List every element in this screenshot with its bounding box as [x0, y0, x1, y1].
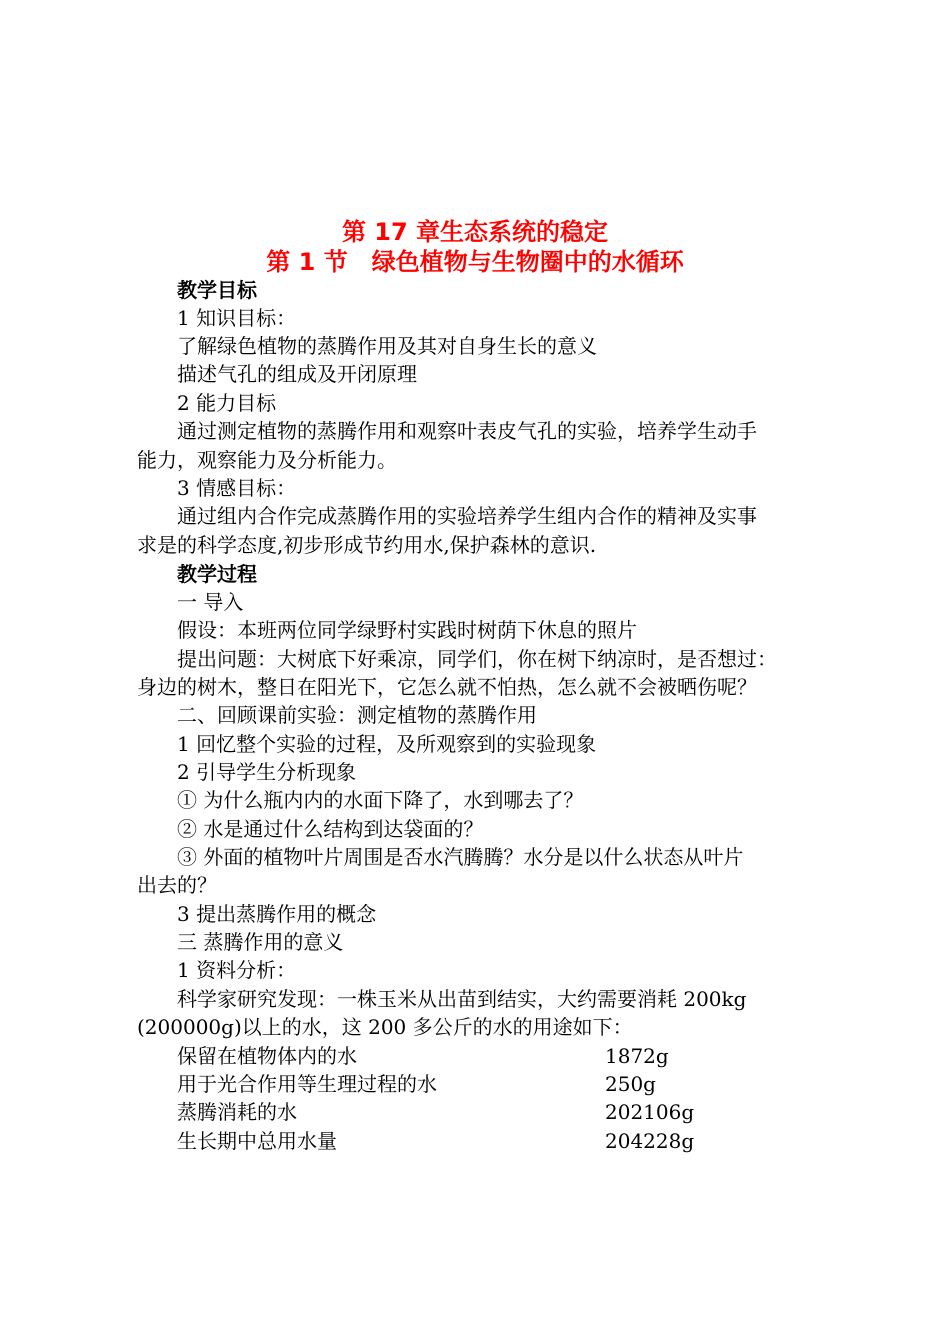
review-question-2: ② 水是通过什么结构到达袋面的？ — [177, 817, 484, 841]
knowledge-item-2: 描述气孔的组成及开闭原理 — [177, 362, 417, 386]
row-value: 1872g — [605, 1044, 669, 1068]
question-line-2: 身边的树木，整日在阳光下，它怎么就不怕热，怎么就不会被晒伤呢？ — [137, 675, 757, 699]
question-line-1: 提出问题：大树底下好乘凉，同学们，你在树下纳凉时，是否想过： — [177, 647, 777, 671]
hypothesis-text: 假设：本班两位同学绿野村实践时树荫下休息的照片 — [177, 618, 637, 642]
ability-goal: 2 能力目标 — [177, 391, 277, 415]
review-question-3-line-1: ③ 外面的植物叶片周围是否水汽腾腾？水分是以什么状态从叶片 — [177, 845, 744, 869]
row-label: 用于光合作用等生理过程的水 — [177, 1072, 437, 1096]
review-item-1: 1 回忆整个实验的过程，及所观察到的实验现象 — [177, 732, 597, 756]
emotion-text-line-2: 求是的科学态度,初步形成节约用水,保护森林的意识. — [137, 533, 597, 557]
review-item-2: 2 引导学生分析现象 — [177, 760, 357, 784]
review-heading: 二、回顾课前实验：测定植物的蒸腾作用 — [177, 703, 537, 727]
data-analysis-heading: 1 资料分析： — [177, 958, 297, 982]
ability-text-line-1: 通过测定植物的蒸腾作用和观察叶表皮气孔的实验，培养学生动手 — [177, 419, 757, 443]
review-item-3: 3 提出蒸腾作用的概念 — [177, 902, 377, 926]
knowledge-goal: 1 知识目标： — [177, 306, 297, 330]
chapter-title: 第 17 章生态系统的稳定 — [341, 218, 609, 246]
objectives-heading: 教学目标 — [177, 278, 257, 302]
ability-text-line-2: 能力，观察能力及分析能力。 — [137, 448, 397, 472]
emotion-text-line-1: 通过组内合作完成蒸腾作用的实验培养学生组内合作的精神及实事 — [177, 504, 757, 528]
finding-line-2: (200000g)以上的水，这 200 多公斤的水的用途如下： — [137, 1015, 633, 1039]
row-label: 保留在植物体内的水 — [177, 1044, 357, 1068]
row-label: 生长期中总用水量 — [177, 1129, 337, 1153]
row-value: 202106g — [605, 1100, 695, 1124]
finding-line-1: 科学家研究发现：一株玉米从出苗到结实，大约需要消耗 200kg — [177, 987, 747, 1011]
knowledge-item-1: 了解绿色植物的蒸腾作用及其对自身生长的意义 — [177, 334, 597, 358]
row-value: 250g — [605, 1072, 656, 1096]
review-question-3-line-2: 出去的？ — [137, 873, 217, 897]
significance-heading: 三 蒸腾作用的意义 — [177, 930, 344, 954]
row-label: 蒸腾消耗的水 — [177, 1100, 297, 1124]
emotion-goal: 3 情感目标： — [177, 476, 297, 500]
process-heading: 教学过程 — [177, 562, 257, 586]
row-value: 204228g — [605, 1129, 695, 1153]
intro-heading: 一 导入 — [177, 590, 244, 614]
review-question-1: ① 为什么瓶内内的水面下降了，水到哪去了？ — [177, 788, 584, 812]
section-title: 第 1 节 绿色植物与生物圈中的水循环 — [266, 248, 684, 276]
